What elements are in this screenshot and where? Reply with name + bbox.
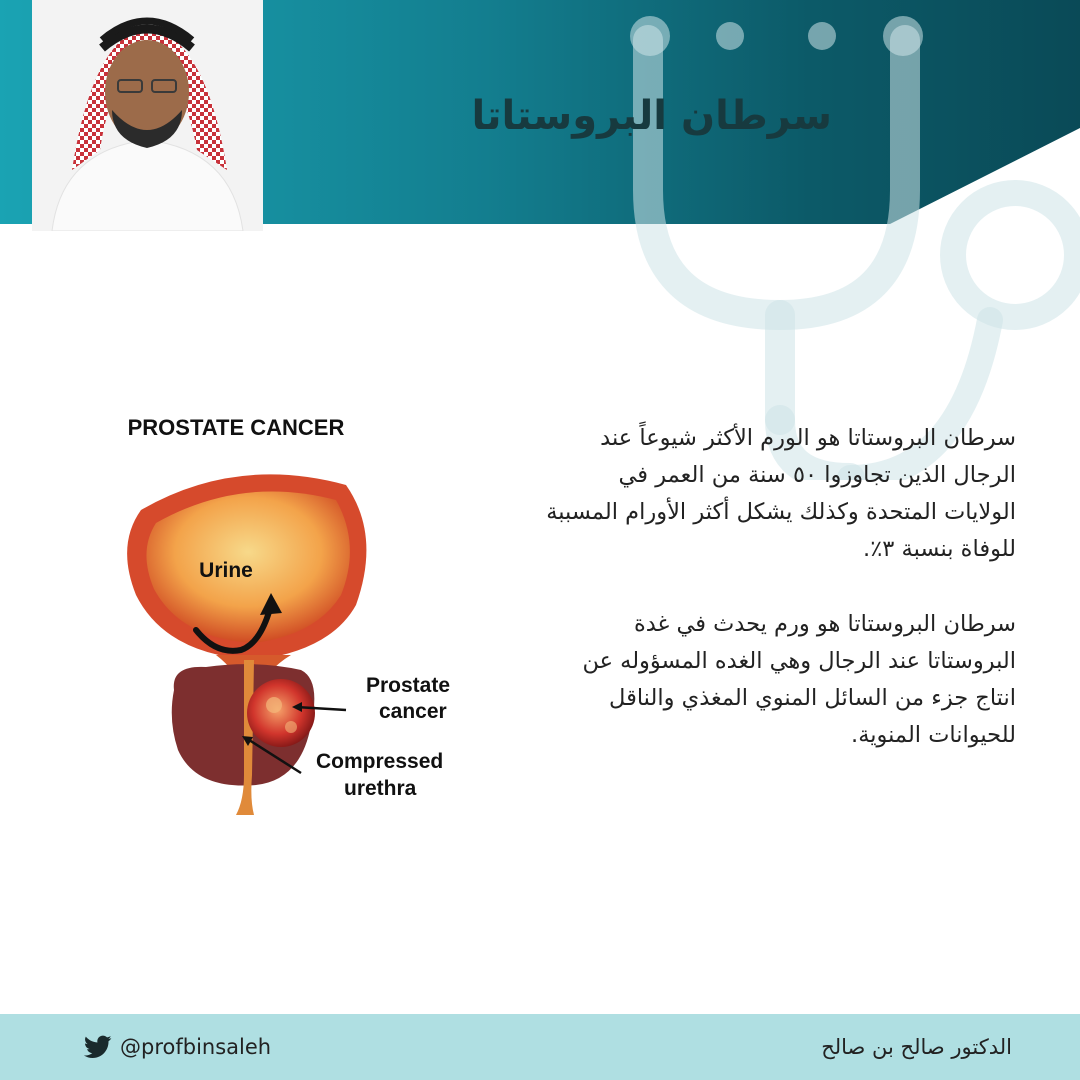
twitter-handle-text: @profbinsaleh (120, 1035, 272, 1059)
diagram-title: PROSTATE CANCER (127, 415, 345, 440)
doctor-portrait (32, 0, 263, 231)
paragraph-1: سرطان البروستاتا هو الورم الأكثر شيوعاً عند الرجال الذين تجاوزوا ٥٠ سنة من العمر في الولايات المتحدة وكذلك يشكل أكثر الأورام المسببة للوفاة بنسبة ٣٪. (546, 425, 1016, 562)
compressed-urethra-label-line1: Compressed (316, 750, 444, 773)
page-title: سرطان البروستاتا (471, 93, 832, 139)
prostate-diagram (96, 455, 476, 825)
header-diagonal-cut (890, 128, 1080, 224)
prostate-cancer-label-line2: cancer (379, 700, 447, 723)
twitter-bird-icon (84, 1035, 112, 1059)
prostate-cancer-label-line1: Prostate (366, 674, 451, 697)
doctor-name: الدكتور صالح بن صالح (821, 1035, 1012, 1059)
compressed-urethra-label-line2: urethra (344, 777, 417, 800)
urine-label: Urine (199, 559, 253, 582)
paragraph-2: سرطان البروستاتا هو ورم يحدث في غدة البروستاتا عند الرجال وهي الغده المسؤوله عن انتاج جزء من السائل المنوي المغذي والناقل للحيوانات المنوية. (582, 611, 1016, 748)
article-body (540, 420, 1016, 792)
prostate-illustration (96, 455, 476, 825)
doctor-portrait-illustration (32, 0, 263, 231)
footer-bar (0, 1014, 1080, 1080)
twitter-handle-link[interactable] (84, 1028, 271, 1066)
